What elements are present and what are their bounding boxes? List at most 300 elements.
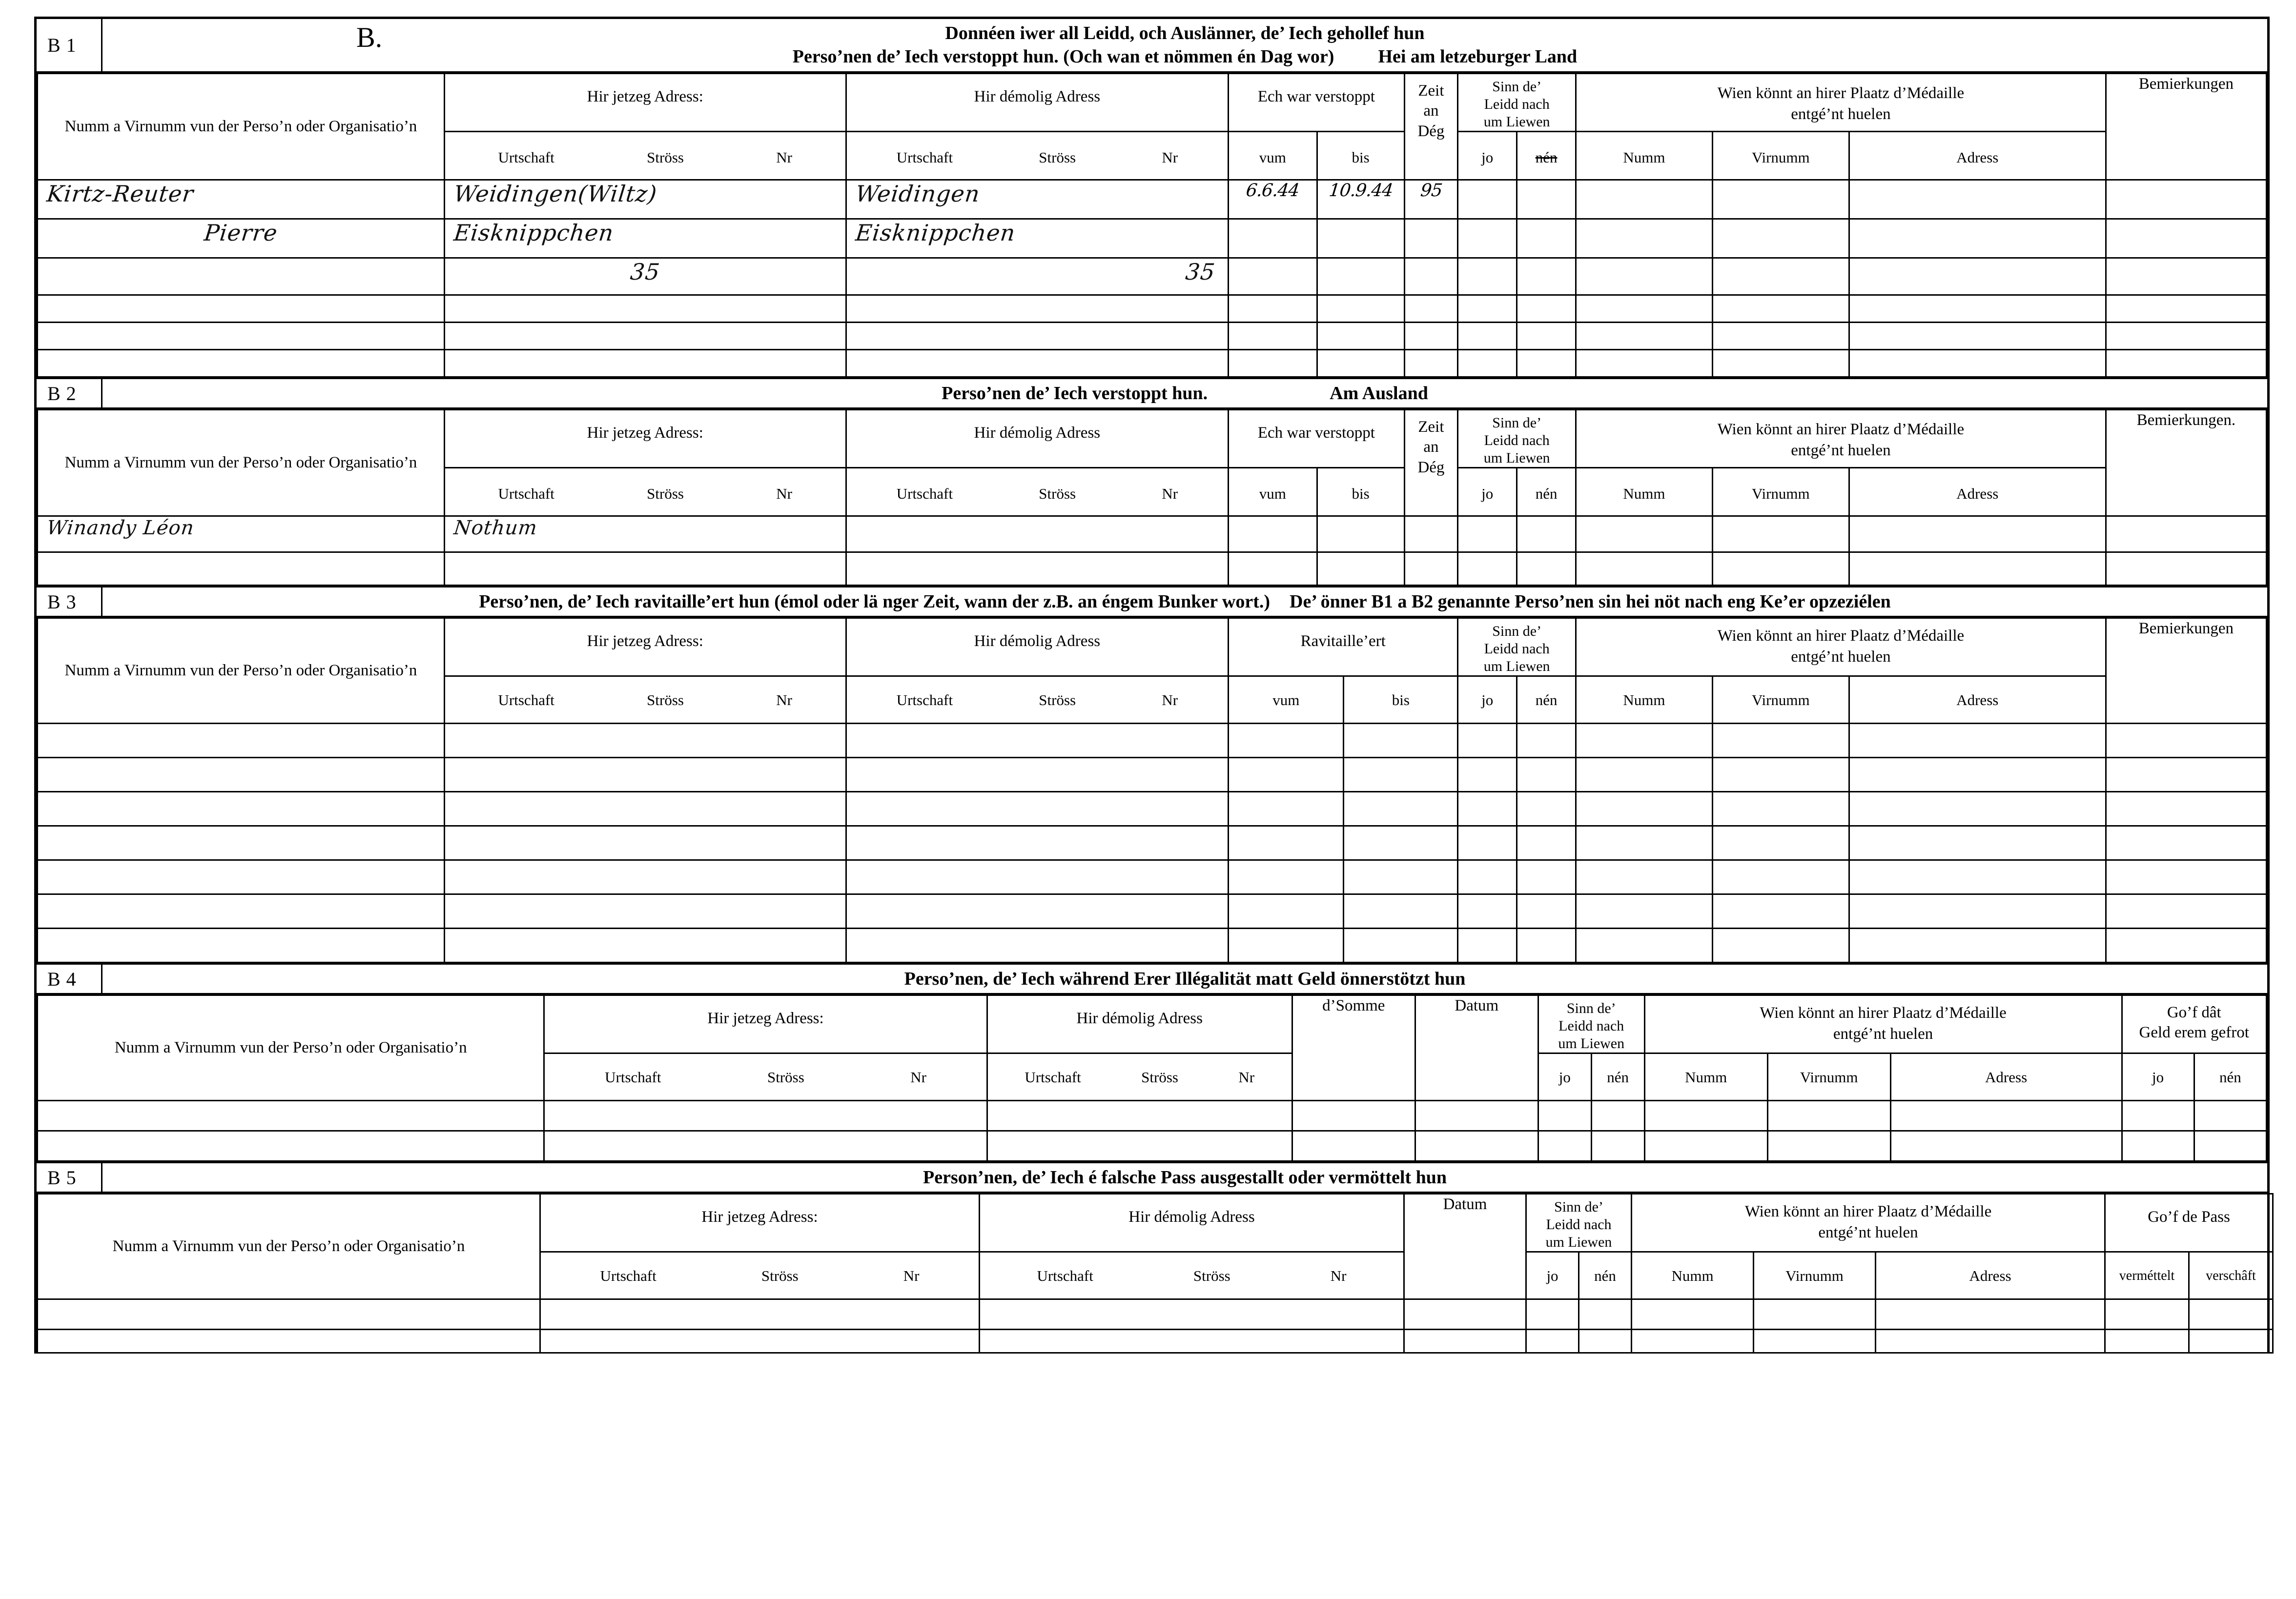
cell-b4-2-8[interactable]: [1644, 1131, 1767, 1161]
entry-row-b4-2[interactable]: [38, 1131, 2267, 1161]
cell-b3-6-2[interactable]: [444, 894, 846, 929]
col-medal-b1: Wien könnt an hirer Plaatz d’Médaille entgé’nt huelen: [1576, 74, 2106, 132]
table-b2: [37, 409, 2267, 586]
cell-b1-6-12[interactable]: [2106, 350, 2266, 377]
cell-from-b1-2[interactable]: [1229, 219, 1317, 258]
subcol-yes-b5: jo: [1526, 1252, 1579, 1299]
cell-b1-4-7[interactable]: [1458, 295, 1517, 323]
cell-b1-6-5[interactable]: [1317, 350, 1404, 377]
cell-b3-4-2[interactable]: [444, 826, 846, 860]
cell-b3-1-4[interactable]: [1229, 724, 1344, 758]
cell-b2-1-8[interactable]: [1517, 516, 1576, 552]
cell-b3-5-8[interactable]: [1576, 860, 1713, 894]
cell-b3-7-7[interactable]: [1517, 929, 1576, 963]
cell-name2-b1-2[interactable]: Pierre: [38, 219, 445, 258]
cell-b3-5-5[interactable]: [1344, 860, 1458, 894]
cell-b1-5-4[interactable]: [1229, 323, 1317, 350]
table-b5: [37, 1193, 2274, 1354]
cell-b2-2-7[interactable]: [1458, 552, 1517, 586]
cell-b3-5-2[interactable]: [444, 860, 846, 894]
cell-b2-1-4[interactable]: [1229, 516, 1317, 552]
cell-b4-2-10[interactable]: [1890, 1131, 2122, 1161]
cell-b4-1-5[interactable]: [1415, 1101, 1538, 1131]
cell-days-b1-2[interactable]: [1404, 219, 1458, 258]
col-name-b2: Numm a Virnumm vun der Perso’n oder Organisatio’n: [38, 410, 445, 516]
entry-row-b3-4[interactable]: [38, 826, 2267, 860]
cell-b2-1-10[interactable]: [1712, 516, 1849, 552]
col-current-address-b4: Hir jetzeg Adress:: [544, 995, 987, 1053]
subcol-from-b1: vum: [1229, 132, 1317, 180]
entry-row-b3-1[interactable]: [38, 724, 2267, 758]
entry-row-b1-4[interactable]: [38, 295, 2267, 323]
cell-b1-5-3[interactable]: [846, 323, 1229, 350]
cell-b5-2-4[interactable]: [1404, 1330, 1526, 1353]
cell-b1-6-10[interactable]: [1712, 350, 1849, 377]
cell-b3-7-11[interactable]: [2106, 929, 2266, 963]
cell-b3-3-7[interactable]: [1517, 792, 1576, 826]
cell-b2-2-9[interactable]: [1576, 552, 1713, 586]
cell-name-b2-1[interactable]: Winandy Léon: [38, 516, 445, 552]
cell-b3-7-4[interactable]: [1229, 929, 1344, 963]
col-medal-b3: Wien könnt an hirer Plaatz d’Médaille entgé’nt huelen: [1576, 618, 2106, 676]
col-date-b4: Datum: [1415, 995, 1538, 1101]
cell-b3-6-4[interactable]: [1229, 894, 1344, 929]
cell-medal-adress-b1-2[interactable]: [1849, 219, 2106, 258]
cell-b3-5-3[interactable]: [846, 860, 1229, 894]
subcol-medal-numm-b2: Numm: [1576, 468, 1713, 516]
col-sum-b4: d’Somme: [1292, 995, 1415, 1101]
cell-b2-2-6[interactable]: [1404, 552, 1458, 586]
cell-b3-5-1[interactable]: [38, 860, 445, 894]
cell-b1-4-6[interactable]: [1404, 295, 1458, 323]
cell-b3-1-3[interactable]: [846, 724, 1229, 758]
cell-remarks-b1-3[interactable]: [2106, 258, 2266, 295]
cell-b5-2-7[interactable]: [1632, 1330, 1754, 1353]
cell-b4-1-2[interactable]: [544, 1101, 987, 1131]
cell-to-b1-3[interactable]: [1317, 258, 1404, 295]
subcol-yes-b4: jo: [1538, 1053, 1591, 1101]
cell-to-b1-1[interactable]: 10.9.44: [1317, 180, 1404, 219]
cell-b3-1-6[interactable]: [1458, 724, 1517, 758]
cell-b3-7-6[interactable]: [1458, 929, 1517, 963]
cell-b5-1-5[interactable]: [1526, 1299, 1579, 1330]
cell-b3-4-10[interactable]: [1849, 826, 2106, 860]
cell-b3-7-10[interactable]: [1849, 929, 2106, 963]
cell-b1-5-1[interactable]: [38, 323, 445, 350]
col-remarks-b2: Bemierkungen.: [2106, 410, 2266, 516]
cell-b2-1-11[interactable]: [1849, 516, 2106, 552]
cell-b1-6-2[interactable]: [444, 350, 846, 377]
cell-b5-1-1[interactable]: [38, 1299, 540, 1330]
entry-row-b3-7[interactable]: [38, 929, 2267, 963]
entry-row-b5-1[interactable]: [38, 1299, 2273, 1330]
cell-b3-3-11[interactable]: [2106, 792, 2266, 826]
cell-b4-1-11[interactable]: [2122, 1101, 2194, 1131]
cell-b4-1-9[interactable]: [1767, 1101, 1890, 1131]
cell-old-street-b1-2[interactable]: Eisknippchen: [846, 219, 1229, 258]
cell-b3-6-8[interactable]: [1576, 894, 1713, 929]
subcol-medal-virnumm-b5: Virnumm: [1754, 1252, 1876, 1299]
subcol-to-b2: bis: [1317, 468, 1404, 516]
cell-b2-1-6[interactable]: [1404, 516, 1458, 552]
cell-no-b1-1[interactable]: [1517, 180, 1576, 219]
cell-b4-1-7[interactable]: [1591, 1101, 1644, 1131]
cell-b3-2-2[interactable]: [444, 758, 846, 792]
cell-b3-1-10[interactable]: [1849, 724, 2106, 758]
cell-b1-5-7[interactable]: [1458, 323, 1517, 350]
entry-row-b3-2[interactable]: [38, 758, 2267, 792]
cell-b4-2-5[interactable]: [1415, 1131, 1538, 1161]
cell-b4-2-12[interactable]: [2194, 1131, 2266, 1161]
cell-b3-3-10[interactable]: [1849, 792, 2106, 826]
cell-b5-1-10[interactable]: [2105, 1299, 2189, 1330]
entry-row-b1-5[interactable]: [38, 323, 2267, 350]
cell-b4-1-12[interactable]: [2194, 1101, 2266, 1131]
cell-b3-4-1[interactable]: [38, 826, 445, 860]
cell-b4-2-11[interactable]: [2122, 1131, 2194, 1161]
entry-row-b5-2[interactable]: [38, 1330, 2273, 1353]
cell-b3-5-10[interactable]: [1849, 860, 2106, 894]
cell-name-b1-1[interactable]: Kirtz-Reuter: [38, 180, 445, 219]
cell-b1-5-2[interactable]: [444, 323, 846, 350]
col-money-returned-b4: Go’f dât Geld erem gefrot: [2122, 995, 2266, 1053]
cell-no-b1-2[interactable]: [1517, 219, 1576, 258]
col-former-address-b2: Hir démolig Adress: [846, 410, 1229, 468]
cell-b2-2-1[interactable]: [38, 552, 445, 586]
col-former-address-b3: Hir démolig Adress: [846, 618, 1229, 676]
cell-b1-6-1[interactable]: [38, 350, 445, 377]
subcol-pass-verschaft-b5: verschâft: [2189, 1252, 2273, 1299]
section-code-b2: B 2: [37, 379, 102, 407]
cell-b3-2-10[interactable]: [1849, 758, 2106, 792]
cell-b3-6-3[interactable]: [846, 894, 1229, 929]
cell-medal-virnumm-b1-1[interactable]: [1712, 180, 1849, 219]
subcol-medal-adress-b3: Adress: [1849, 676, 2106, 724]
cell-b3-1-5[interactable]: [1344, 724, 1458, 758]
cell-b3-3-3[interactable]: [846, 792, 1229, 826]
cell-b1-4-8[interactable]: [1517, 295, 1576, 323]
cell-b1-5-10[interactable]: [1712, 323, 1849, 350]
section-title-b1-line1: Donnéen iwer all Leidd, och Auslänner, de’ Iech gehollef hun: [945, 23, 1425, 43]
col-days-b1: Zeit an Dég: [1404, 74, 1458, 180]
cell-b3-4-7[interactable]: [1517, 826, 1576, 860]
cell-b3-1-9[interactable]: [1712, 724, 1849, 758]
cell-b3-3-9[interactable]: [1712, 792, 1849, 826]
cell-from-b1-3[interactable]: [1229, 258, 1317, 295]
cell-b3-1-7[interactable]: [1517, 724, 1576, 758]
cell-b3-2-6[interactable]: [1458, 758, 1517, 792]
cell-b5-2-6[interactable]: [1579, 1330, 1632, 1353]
cell-b1-5-11[interactable]: [1849, 323, 2106, 350]
cell-b2-2-10[interactable]: [1712, 552, 1849, 586]
cell-b3-6-11[interactable]: [2106, 894, 2266, 929]
cell-remarks-b1-1[interactable]: [2106, 180, 2266, 219]
cell-b3-2-3[interactable]: [846, 758, 1229, 792]
cell-b4-2-4[interactable]: [1292, 1131, 1415, 1161]
cell-yes-b1-2[interactable]: [1458, 219, 1517, 258]
cell-b5-1-8[interactable]: [1754, 1299, 1876, 1330]
col-current-address-b2: Hir jetzeg Adress:: [444, 410, 846, 468]
entry-row-b1-1[interactable]: [38, 180, 2267, 219]
entry-row-b2-2[interactable]: [38, 552, 2267, 586]
cell-medal-adress-b1-3[interactable]: [1849, 258, 2106, 295]
subcol-pass-vermettelt-b5: verméttelt: [2105, 1252, 2189, 1299]
cell-b5-1-4[interactable]: [1404, 1299, 1526, 1330]
subcol-no-b2: nén: [1517, 468, 1576, 516]
cell-b1-4-2[interactable]: [444, 295, 846, 323]
cell-b5-1-7[interactable]: [1632, 1299, 1754, 1330]
cell-b1-4-1[interactable]: [38, 295, 445, 323]
cell-b1-6-9[interactable]: [1576, 350, 1713, 377]
cell-b2-2-12[interactable]: [2106, 552, 2266, 586]
col-hidden-from-b1: Ech war verstoppt: [1229, 74, 1404, 132]
col-date-b5: Datum: [1404, 1194, 1526, 1299]
cell-b3-5-7[interactable]: [1517, 860, 1576, 894]
cell-cur-place-b1-1[interactable]: Weidingen(Wiltz): [444, 180, 846, 219]
cell-b1-4-3[interactable]: [846, 295, 1229, 323]
cell-no-b1-3[interactable]: [1517, 258, 1576, 295]
entry-row-b2-1[interactable]: [38, 516, 2267, 552]
entry-row-b3-6[interactable]: [38, 894, 2267, 929]
col-medal-b2: Wien könnt an hirer Plaatz d’Médaille entgé’nt huelen: [1576, 410, 2106, 468]
cell-old-place-b1-1[interactable]: Weidingen: [846, 180, 1229, 219]
cell-b3-6-6[interactable]: [1458, 894, 1517, 929]
subcol-medal-virnumm-b3: Virnumm: [1712, 676, 1849, 724]
section-title-b5: Person’nen, de’ Iech é falsche Pass ausgestallt oder vermöttelt hun: [922, 1167, 1447, 1188]
cell-medal-adress-b1-1[interactable]: [1849, 180, 2106, 219]
cell-b2-1-3[interactable]: [846, 516, 1229, 552]
cell-days-b1-3[interactable]: [1404, 258, 1458, 295]
entry-row-b1-2[interactable]: [38, 219, 2267, 258]
cell-b5-1-3[interactable]: [980, 1299, 1404, 1330]
cell-b3-1-8[interactable]: [1576, 724, 1713, 758]
cell-b1-6-11[interactable]: [1849, 350, 2106, 377]
col-pass-b5: Go’f de Pass: [2105, 1194, 2273, 1252]
cell-b3-7-2[interactable]: [444, 929, 846, 963]
cell-b4-1-1[interactable]: [38, 1101, 544, 1131]
col-name-b4: Numm a Virnumm vun der Perso’n oder Organisatio’n: [38, 995, 544, 1101]
form-sheet: [34, 17, 2270, 1354]
cell-b3-2-11[interactable]: [2106, 758, 2266, 792]
cell-b3-4-6[interactable]: [1458, 826, 1517, 860]
cell-b4-2-2[interactable]: [544, 1131, 987, 1161]
subcol-no-b3: nén: [1517, 676, 1576, 724]
cell-medal-numm-b1-1[interactable]: [1576, 180, 1713, 219]
cell-b1-6-8[interactable]: [1517, 350, 1576, 377]
subcol-yes-b3: jo: [1458, 676, 1517, 724]
cell-medal-numm-b1-2[interactable]: [1576, 219, 1713, 258]
cell-b3-1-2[interactable]: [444, 724, 846, 758]
cell-b5-1-11[interactable]: [2189, 1299, 2273, 1330]
col-current-address-b5: Hir jetzeg Adress:: [540, 1194, 980, 1252]
cell-b3-3-6[interactable]: [1458, 792, 1517, 826]
cell-yes-b1-3[interactable]: [1458, 258, 1517, 295]
cell-b2-2-3[interactable]: [846, 552, 1229, 586]
section-header-b5: [37, 1162, 2267, 1193]
header-row-b3: [38, 618, 2267, 676]
cell-b2-1-9[interactable]: [1576, 516, 1713, 552]
cell-b4-1-10[interactable]: [1890, 1101, 2122, 1131]
cell-b3-5-9[interactable]: [1712, 860, 1849, 894]
cell-b3-7-3[interactable]: [846, 929, 1229, 963]
cell-b1-6-3[interactable]: [846, 350, 1229, 377]
cell-b4-1-3[interactable]: [987, 1101, 1292, 1131]
entry-row-b3-5[interactable]: [38, 860, 2267, 894]
cell-b5-2-2[interactable]: [540, 1330, 980, 1353]
cell-b3-6-5[interactable]: [1344, 894, 1458, 929]
cell-b4-2-3[interactable]: [987, 1131, 1292, 1161]
cell-b3-6-10[interactable]: [1849, 894, 2106, 929]
cell-b3-4-3[interactable]: [846, 826, 1229, 860]
cell-b3-2-8[interactable]: [1576, 758, 1713, 792]
entry-row-b1-6[interactable]: [38, 350, 2267, 377]
header-row-b4: [38, 995, 2267, 1053]
cell-b5-2-3[interactable]: [980, 1330, 1404, 1353]
cell-b3-7-8[interactable]: [1576, 929, 1713, 963]
cell-b2-2-8[interactable]: [1517, 552, 1576, 586]
cell-b3-4-5[interactable]: [1344, 826, 1458, 860]
cell-b3-1-1[interactable]: [38, 724, 445, 758]
cell-b2-2-2[interactable]: [444, 552, 846, 586]
col-former-address-b4: Hir démolig Adress: [987, 995, 1292, 1053]
cell-cur-street-b1-2[interactable]: Eisknippchen: [444, 219, 846, 258]
subcol-medal-adress-b5: Adress: [1876, 1252, 2105, 1299]
cell-b3-7-9[interactable]: [1712, 929, 1849, 963]
subcol-current-address-b5: Urtschaft Ströss Nr: [540, 1252, 980, 1299]
cell-b5-1-2[interactable]: [540, 1299, 980, 1330]
subcol-former-address-b1: Urtschaft Ströss Nr: [846, 132, 1229, 180]
cell-b1-6-6[interactable]: [1404, 350, 1458, 377]
subcol-former-address-b3: Urtschaft Ströss Nr: [846, 676, 1229, 724]
cell-b3-7-1[interactable]: [38, 929, 445, 963]
cell-b3-3-4[interactable]: [1229, 792, 1344, 826]
cell-cur-place-b2-1[interactable]: Nothum: [444, 516, 846, 552]
cell-b4-1-8[interactable]: [1644, 1101, 1767, 1131]
cell-b1-5-9[interactable]: [1576, 323, 1713, 350]
cell-medal-virnumm-b1-2[interactable]: [1712, 219, 1849, 258]
subcol-medal-numm-b4: Numm: [1644, 1053, 1767, 1101]
entry-row-b3-3[interactable]: [38, 792, 2267, 826]
cell-days-b1-1[interactable]: 95: [1404, 180, 1458, 219]
cell-b3-3-8[interactable]: [1576, 792, 1713, 826]
cell-b3-4-11[interactable]: [2106, 826, 2266, 860]
cell-b2-1-5[interactable]: [1317, 516, 1404, 552]
cell-b1-4-9[interactable]: [1576, 295, 1713, 323]
col-name-b5: Numm a Virnumm vun der Perso’n oder Organisatio’n: [38, 1194, 540, 1299]
cell-b1-4-11[interactable]: [1849, 295, 2106, 323]
cell-b3-3-2[interactable]: [444, 792, 846, 826]
col-name-b1: Numm a Virnumm vun der Perso’n oder Organisatio’n: [38, 74, 445, 180]
cell-b5-1-9[interactable]: [1876, 1299, 2105, 1330]
cell-b1-6-7[interactable]: [1458, 350, 1517, 377]
cell-b4-1-6[interactable]: [1538, 1101, 1591, 1131]
cell-b3-5-4[interactable]: [1229, 860, 1344, 894]
cell-b2-2-11[interactable]: [1849, 552, 2106, 586]
cell-b5-2-5[interactable]: [1526, 1330, 1579, 1353]
cell-b3-2-9[interactable]: [1712, 758, 1849, 792]
cell-b4-2-6[interactable]: [1538, 1131, 1591, 1161]
cell-b1-4-12[interactable]: [2106, 295, 2266, 323]
cell-b3-2-1[interactable]: [38, 758, 445, 792]
cell-b3-7-5[interactable]: [1344, 929, 1458, 963]
cell-b1-4-5[interactable]: [1317, 295, 1404, 323]
cell-b1-5-8[interactable]: [1517, 323, 1576, 350]
cell-b4-2-1[interactable]: [38, 1131, 544, 1161]
table-b1: [37, 73, 2267, 378]
cell-b3-6-7[interactable]: [1517, 894, 1576, 929]
cell-remarks-b1-2[interactable]: [2106, 219, 2266, 258]
cell-b3-5-11[interactable]: [2106, 860, 2266, 894]
cell-b1-5-12[interactable]: [2106, 323, 2266, 350]
cell-b1-6-4[interactable]: [1229, 350, 1317, 377]
subcol-medal-numm-b5: Numm: [1632, 1252, 1754, 1299]
cell-b4-2-9[interactable]: [1767, 1131, 1890, 1161]
cell-b3-3-5[interactable]: [1344, 792, 1458, 826]
section-header-b1: [37, 19, 2267, 73]
cell-b2-1-7[interactable]: [1458, 516, 1517, 552]
cell-b5-2-9[interactable]: [1876, 1330, 2105, 1353]
cell-medal-numm-b1-3[interactable]: [1576, 258, 1713, 295]
cell-b3-3-1[interactable]: [38, 792, 445, 826]
cell-b1-4-4[interactable]: [1229, 295, 1317, 323]
cell-b2-2-5[interactable]: [1317, 552, 1404, 586]
subcol-current-address-b1: Urtschaft Ströss Nr: [444, 132, 846, 180]
subcol-money-no-b4: nén: [2194, 1053, 2266, 1101]
cell-b2-1-12[interactable]: [2106, 516, 2266, 552]
cell-yes-b1-1[interactable]: [1458, 180, 1517, 219]
cell-b3-5-6[interactable]: [1458, 860, 1517, 894]
cell-b3-2-5[interactable]: [1344, 758, 1458, 792]
cell-b3-2-4[interactable]: [1229, 758, 1344, 792]
cell-b4-2-7[interactable]: [1591, 1131, 1644, 1161]
cell-old-nr-b1-3[interactable]: 35: [846, 258, 1229, 295]
cell-b1-4-10[interactable]: [1712, 295, 1849, 323]
subcol-money-yes-b4: jo: [2122, 1053, 2194, 1101]
cell-to-b1-2[interactable]: [1317, 219, 1404, 258]
cell-b5-2-10[interactable]: [2105, 1330, 2189, 1353]
cell-b1-5-5[interactable]: [1317, 323, 1404, 350]
cell-b5-1-6[interactable]: [1579, 1299, 1632, 1330]
subcol-medal-numm-b1: Numm: [1576, 132, 1713, 180]
cell-cur-nr-b1-3[interactable]: 35: [444, 258, 846, 295]
cell-b3-4-4[interactable]: [1229, 826, 1344, 860]
col-remarks-b1: Bemierkungen: [2106, 74, 2266, 180]
cell-b3-6-1[interactable]: [38, 894, 445, 929]
cell-b5-2-1[interactable]: [38, 1330, 540, 1353]
cell-from-b1-1[interactable]: 6.6.44: [1229, 180, 1317, 219]
subcol-to-b3: bis: [1344, 676, 1458, 724]
cell-b3-1-11[interactable]: [2106, 724, 2266, 758]
cell-b5-2-8[interactable]: [1754, 1330, 1876, 1353]
section-header-b3: [37, 586, 2267, 617]
cell-medal-virnumm-b1-3[interactable]: [1712, 258, 1849, 295]
cell-b5-2-11[interactable]: [2189, 1330, 2273, 1353]
cell-b2-2-4[interactable]: [1229, 552, 1317, 586]
entry-row-b1-3[interactable]: [38, 258, 2267, 295]
subcol-no-b5: nén: [1579, 1252, 1632, 1299]
entry-row-b4-1[interactable]: [38, 1101, 2267, 1131]
cell-name-b1-3[interactable]: [38, 258, 445, 295]
cell-b3-4-9[interactable]: [1712, 826, 1849, 860]
cell-b3-2-7[interactable]: [1517, 758, 1576, 792]
cell-b3-6-9[interactable]: [1712, 894, 1849, 929]
col-medal-b4: Wien könnt an hirer Plaatz d’Médaille entgé’nt huelen: [1644, 995, 2122, 1053]
cell-b4-1-4[interactable]: [1292, 1101, 1415, 1131]
section-code-b1: B 1: [37, 19, 102, 71]
cell-b3-4-8[interactable]: [1576, 826, 1713, 860]
table-b4: [37, 994, 2267, 1162]
cell-b1-5-6[interactable]: [1404, 323, 1458, 350]
